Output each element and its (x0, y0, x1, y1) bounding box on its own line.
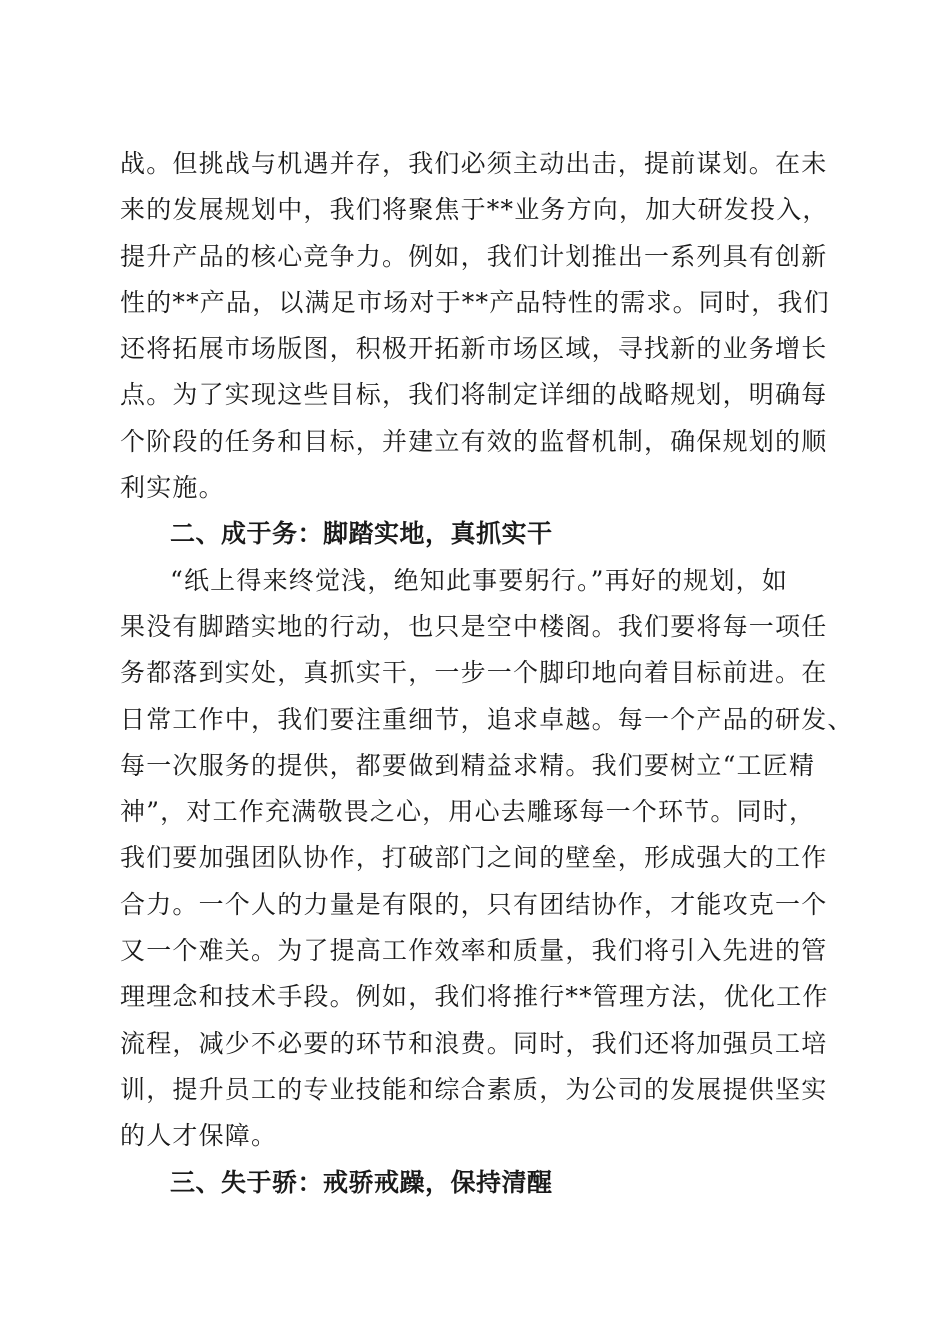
paragraph-line: 神”，对工作充满敬畏之心，用心去雕琢每一个环节。同时， (120, 797, 816, 827)
paragraph-line: 又一个难关。为了提高工作效率和质量，我们将引入先进的管 (120, 936, 828, 966)
paragraph-line: 还将拓展市场版图，积极开拓新市场区域，寻找新的业务增长 (120, 334, 828, 364)
paragraph-line: 来的发展规划中，我们将聚焦于**业务方向，加大研发投入， (120, 195, 829, 225)
paragraph-line: 果没有脚踏实地的行动，也只是空中楼阁。我们要将每一项任 (120, 611, 828, 641)
paragraph-line: 每一次服务的提供，都要做到精益求精。我们要树立“工匠精 (120, 750, 816, 780)
paragraph-line: 的人才保障。 (120, 1121, 278, 1151)
paragraph-line: 务都落到实处，真抓实干，一步一个脚印地向着目标前进。在 (120, 658, 828, 688)
paragraph-line: 性的**产品，以满足市场对于**产品特性的需求。同时，我们 (120, 287, 830, 317)
paragraph-line: 训，提升员工的专业技能和综合素质，为公司的发展提供坚实 (120, 1074, 828, 1104)
paragraph-line: 个阶段的任务和目标，并建立有效的监督机制，确保规划的顺 (120, 426, 828, 456)
paragraph-line: 理理念和技术手段。例如，我们将推行**管理方法，优化工作 (120, 982, 829, 1012)
paragraph-line: 战。但挑战与机遇并存，我们必须主动出击，提前谋划。在未 (120, 149, 828, 178)
section-heading-3: 三、失于骄：戒骄戒躁，保持清醒 (170, 1167, 553, 1197)
paragraph-line: 提升产品的核心竞争力。例如，我们计划推出一系列具有创新 (120, 241, 828, 271)
paragraph-line: 流程，减少不必要的环节和浪费。同时，我们还将加强员工培 (120, 1028, 828, 1058)
paragraph-line: 日常工作中，我们要注重细节，追求卓越。每一个产品的研发、 (120, 704, 854, 734)
paragraph-line: 我们要加强团队协作，打破部门之间的壁垒，形成强大的工作 (120, 843, 828, 873)
paragraph-line: 合力。一个人的力量是有限的，只有团结协作，才能攻克一个 (120, 889, 828, 919)
paragraph-line: “纸上得来终觉浅，绝知此事要躬行。”再好的规划，如 (170, 565, 789, 595)
paragraph-line: 点。为了实现这些目标，我们将制定详细的战略规划，明确每 (120, 380, 828, 410)
body-text (120, 141, 854, 1206)
section-heading-2: 二、成于务：脚踏实地，真抓实干 (170, 519, 553, 549)
paragraph-line: 利实施。 (120, 473, 225, 503)
